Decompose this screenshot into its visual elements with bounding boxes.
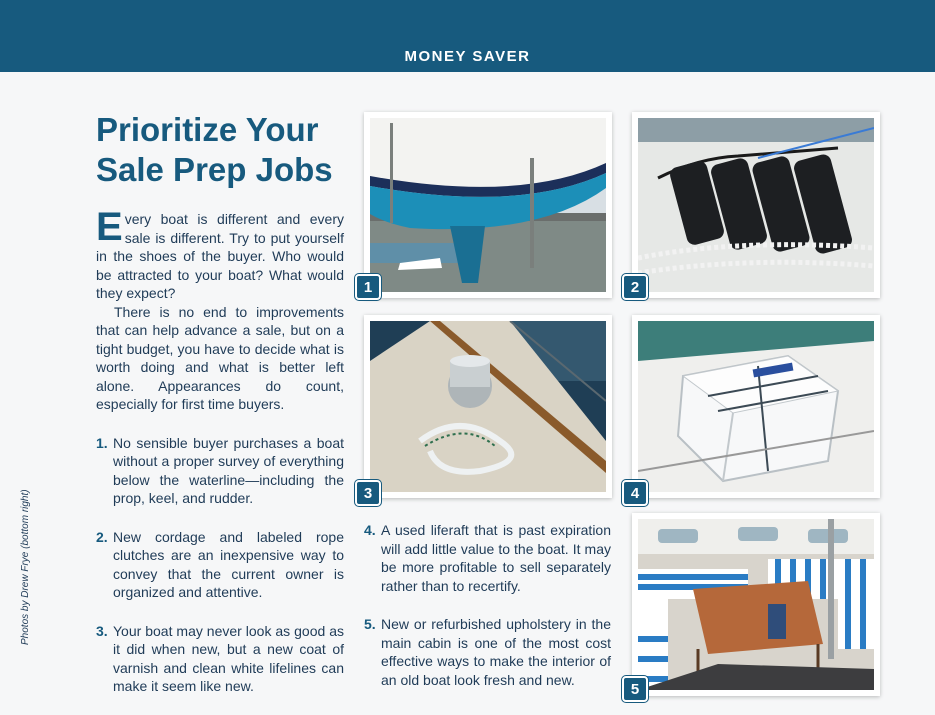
list-item	[96, 622, 344, 696]
photo-number-badge: 3	[355, 480, 381, 506]
photo-number-badge: 1	[355, 274, 381, 300]
photo-winch-lines	[364, 315, 612, 498]
list-text: New cordage and labeled rope clutches are an inexpensive way to convey that the current owner is organized and attentive.	[113, 528, 344, 600]
cabin-upholstery-photo-icon	[638, 519, 874, 690]
list-number: 1.	[96, 434, 108, 451]
photo-hull-keel	[364, 112, 612, 298]
list-number: 2.	[96, 528, 108, 545]
winch-lines-photo-icon	[370, 321, 606, 492]
drop-cap: E	[96, 205, 123, 249]
photo-number-badge: 2	[622, 274, 648, 300]
list-number: 3.	[96, 622, 108, 639]
list-text: No sensible buyer purchases a boat without a proper survey of everything below the waterline—including the prop, keel, and rudder.	[113, 434, 344, 506]
text-column-2	[364, 521, 611, 689]
list-text: A used liferaft that is past expiration will add little value to the boat. It may be more profitable to sell separately rather than to recertify.	[381, 522, 611, 594]
list-item	[96, 434, 344, 508]
article-title: Prioritize Your Sale Prep Jobs	[96, 111, 333, 188]
photo-number-badge: 4	[622, 480, 648, 506]
photo-liferaft	[632, 315, 880, 498]
list-item	[364, 521, 611, 595]
intro-paragraph-1-text: very boat is different and every sale is different. Try to put yourself in the shoes of the buyer. Who would be attracted to your boat? What would they expect?	[96, 211, 344, 301]
list-text: Your boat may never look as good as it did when new, but a new coat of varnish and clean white lifelines can make it seem like new.	[113, 622, 344, 694]
list-number: 4.	[364, 522, 376, 538]
photo-number-badge: 5	[622, 676, 648, 702]
intro-paragraph-2: There is no end to improvements that can help advance a sale, but on a tight budget, you have to decide what is worth doing and what is better left alone. Appearances do count, especially for first time buyers.	[96, 303, 344, 412]
intro-paragraph-1	[96, 205, 344, 303]
rope-clutches-photo-icon	[638, 118, 874, 292]
list-item	[96, 528, 344, 602]
photo-cabin-upholstery	[632, 513, 880, 696]
text-column-1	[96, 205, 344, 696]
list-item	[364, 615, 611, 689]
list-number: 5.	[364, 616, 376, 632]
liferaft-photo-icon	[638, 321, 874, 492]
section-label: MONEY SAVER	[404, 48, 531, 65]
hull-keel-photo-icon	[370, 118, 606, 292]
list-text: New or refurbished upholstery in the main cabin is one of the most cost effective ways to make the interior of an old boat look fresh and new.	[381, 616, 611, 688]
photo-rope-clutches	[632, 112, 880, 298]
photo-credit: Photos by Drew Frye (bottom right)	[20, 489, 31, 645]
